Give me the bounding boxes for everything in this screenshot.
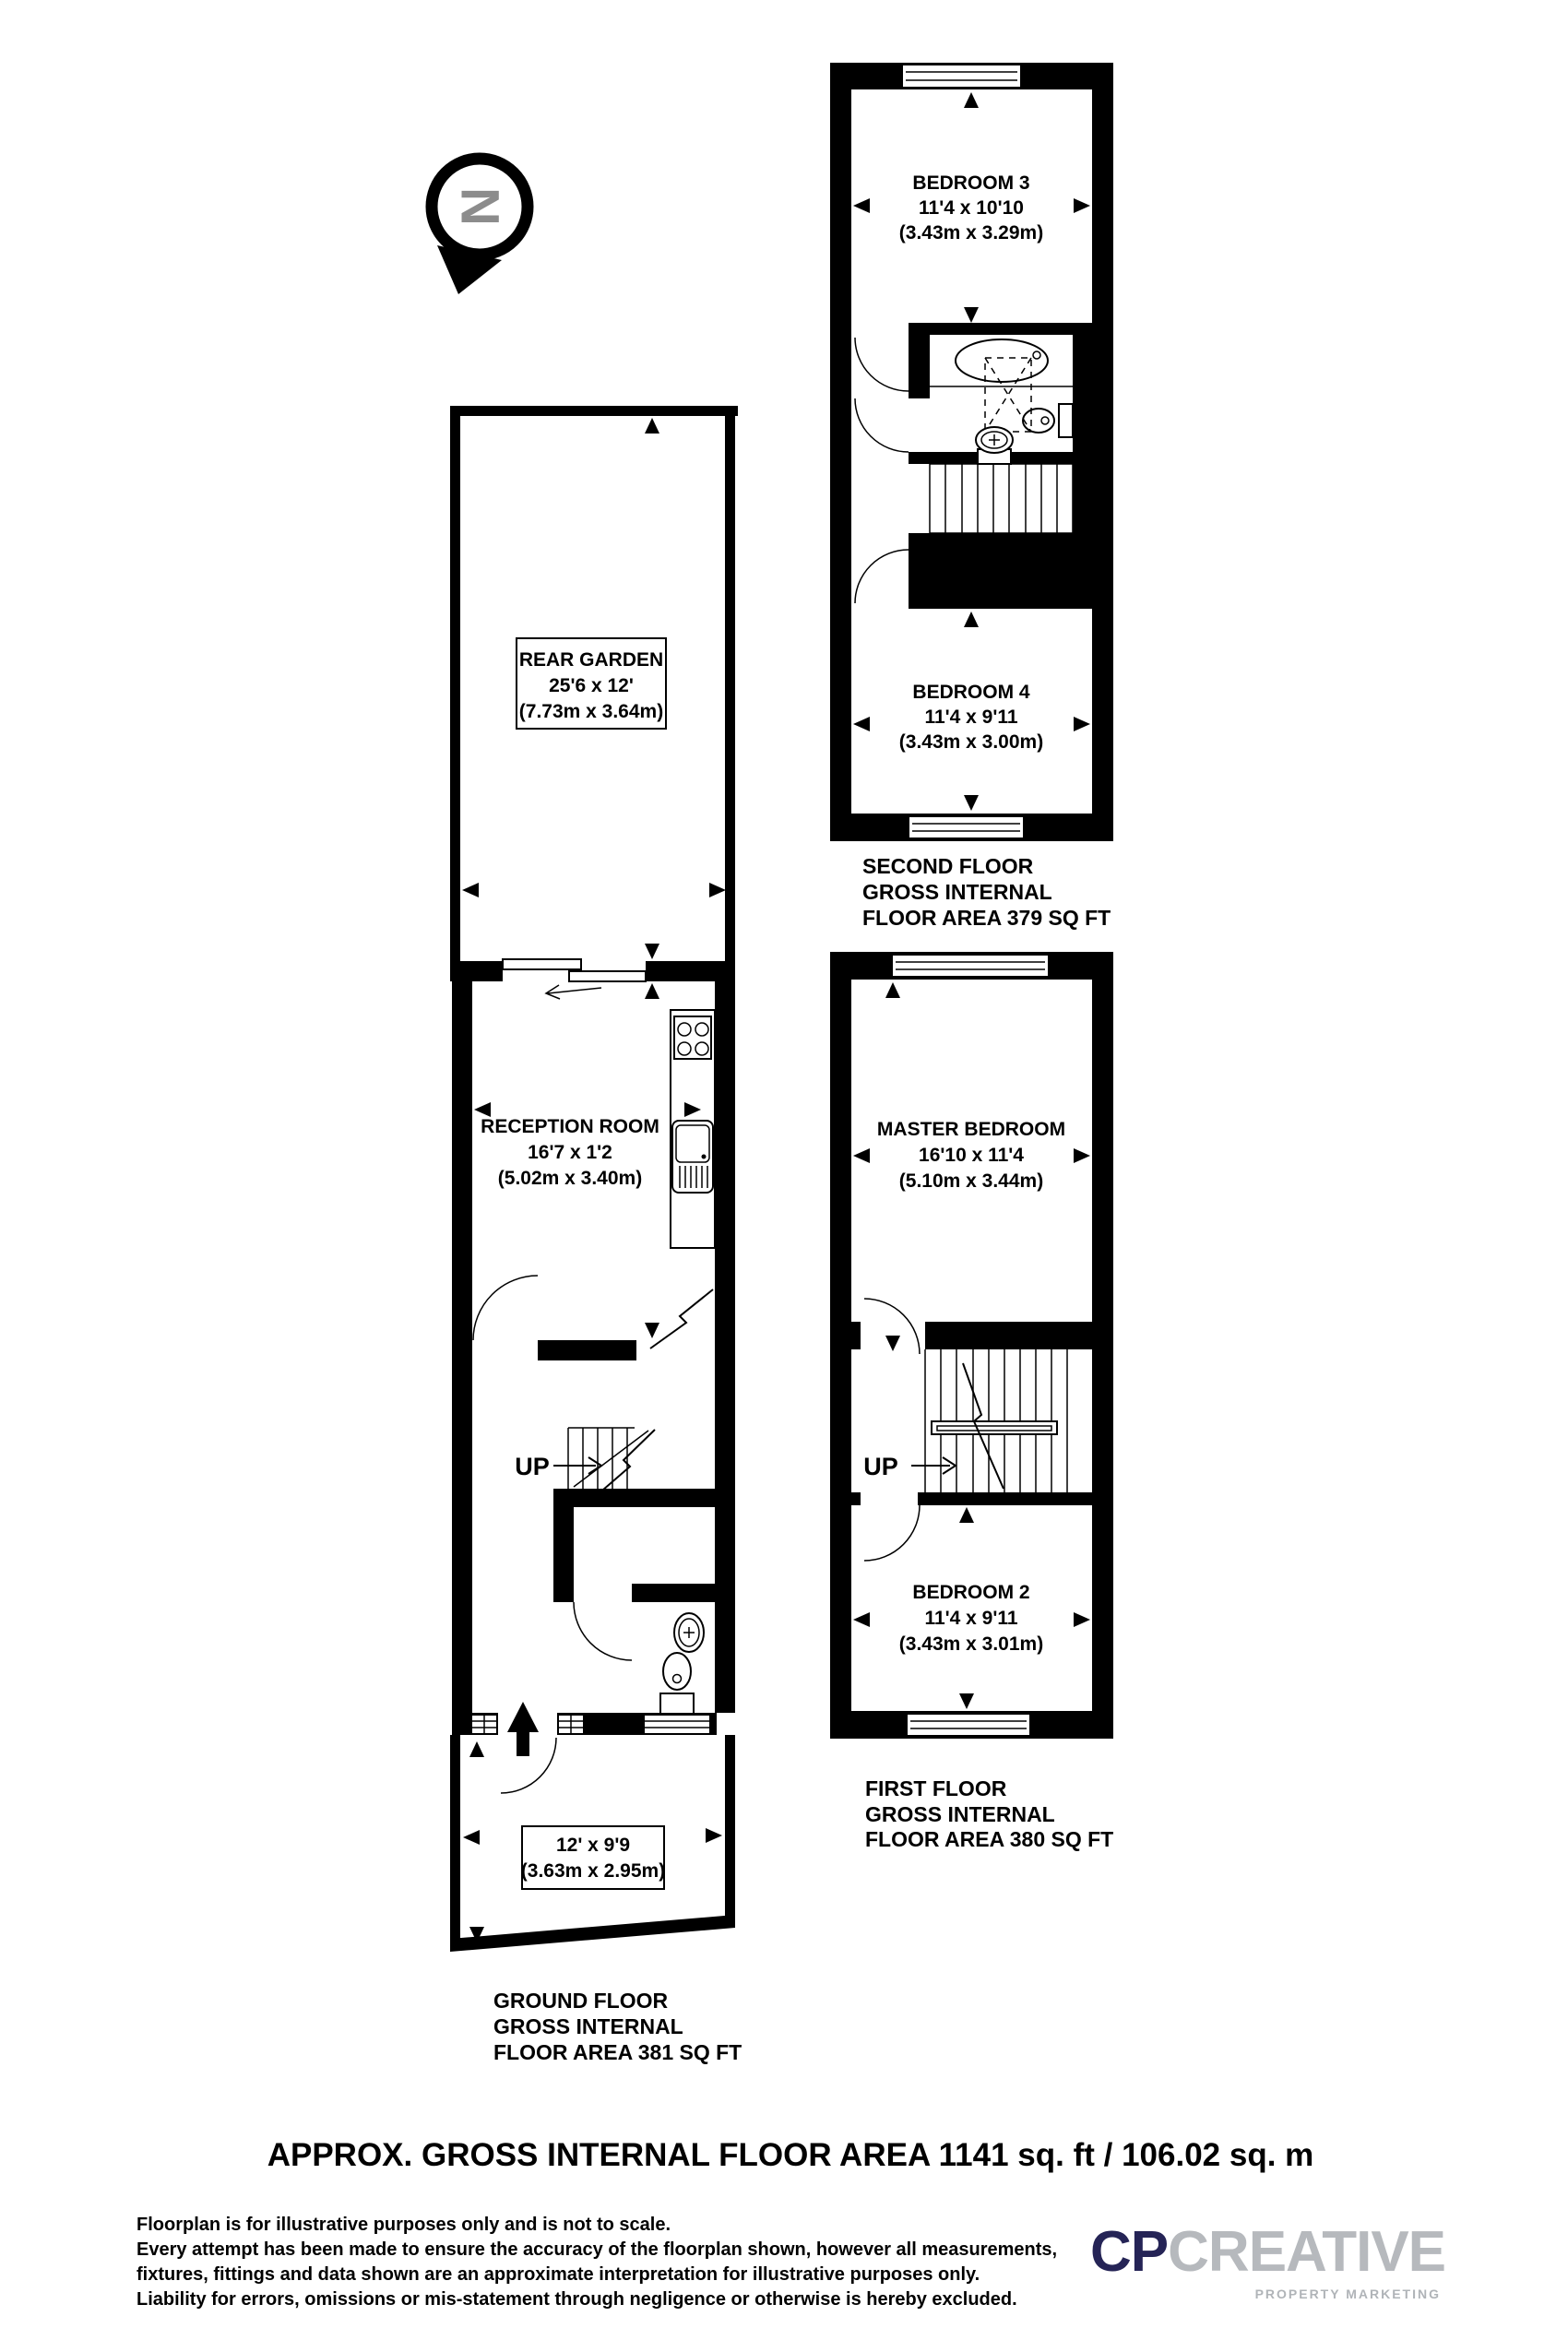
bedroom2-window xyxy=(907,1714,1030,1736)
disclaimer-line3: fixtures, fittings and data shown are an approximate interpretation for illustrative purposes only. xyxy=(137,2264,980,2285)
stairs-handrail xyxy=(932,1421,1057,1434)
reception-door-arc xyxy=(473,1276,538,1340)
ground-stairs xyxy=(515,1289,713,1496)
shower-icon xyxy=(985,358,1031,432)
ground-floor-label-line2: GROSS INTERNAL xyxy=(493,2014,683,2038)
front-window-left xyxy=(471,1715,497,1734)
second-floor-stairs xyxy=(930,464,1073,533)
front-window-right xyxy=(558,1715,584,1734)
second-floor-label-line1: SECOND FLOOR xyxy=(862,854,1034,878)
ground-floor-label-line3: FLOOR AREA 381 SQ FT xyxy=(493,2040,742,2064)
rear-garden-name: REAR GARDEN xyxy=(518,649,664,671)
logo-tagline: PROPERTY MARKETING xyxy=(1254,2287,1441,2301)
bedroom3-size-metric: (3.43m x 3.29m) xyxy=(898,222,1044,244)
bathroom-fixtures xyxy=(930,339,1073,464)
logo-cp: CP xyxy=(1090,2220,1169,2284)
bedroom3-size-imperial: 11'4 x 10'10 xyxy=(919,197,1024,219)
bedroom4-size-imperial: 11'4 x 9'11 xyxy=(924,707,1018,728)
bedroom4-door-arc xyxy=(855,550,909,603)
master-bedroom-label xyxy=(877,1119,1065,1192)
bedroom4-size-metric: (3.43m x 3.00m) xyxy=(898,731,1044,753)
rear-garden-label xyxy=(517,638,666,729)
total-area-summary: APPROX. GROSS INTERNAL FLOOR AREA 1141 sq. ft / 106.02 sq. m xyxy=(267,2137,1314,2173)
first-floor-label-line1: FIRST FLOOR xyxy=(865,1776,1007,1800)
reception-size-imperial: 16'7 x 1'2 xyxy=(528,1142,612,1163)
first-floor-label-line3: FLOOR AREA 380 SQ FT xyxy=(865,1827,1114,1851)
second-floor-label-line3: FLOOR AREA 379 SQ FT xyxy=(862,906,1111,930)
reception-room-label xyxy=(481,1116,659,1189)
rear-garden-size-metric: (7.73m x 3.64m) xyxy=(518,701,664,722)
disclaimer-line4: Liability for errors, omissions or mis-statement through negligence or otherwise is hereby excluded. xyxy=(137,2289,1017,2310)
master-bedroom-window xyxy=(892,955,1049,977)
second-floor-plan xyxy=(830,63,1113,930)
second-floor-label xyxy=(862,854,1111,930)
first-floor-label-line2: GROSS INTERNAL xyxy=(865,1802,1055,1826)
hall-door-arc xyxy=(574,1602,632,1660)
rear-garden-size-imperial: 25'6 x 12' xyxy=(549,675,634,696)
ground-floor-label-line1: GROUND FLOOR xyxy=(493,1989,669,2013)
first-up-label: UP xyxy=(863,1453,898,1480)
second-floor-label-line2: GROSS INTERNAL xyxy=(862,880,1052,904)
bedroom3-door-arc xyxy=(855,338,909,391)
company-logo xyxy=(1090,2220,1445,2301)
logo-creative: CREATIVE xyxy=(1168,2220,1446,2284)
ground-floor-plan xyxy=(450,406,742,2064)
bedroom3-name: BEDROOM 3 xyxy=(912,172,1030,194)
bedroom2-size-metric: (3.43m x 3.01m) xyxy=(898,1633,1044,1655)
master-bedroom-name: MASTER BEDROOM xyxy=(876,1119,1066,1140)
bedroom4-name: BEDROOM 4 xyxy=(912,682,1030,703)
bathroom-door-arc xyxy=(855,398,909,452)
master-bedroom-size-metric: (5.10m x 3.44m) xyxy=(898,1170,1044,1192)
ground-up-label: UP xyxy=(515,1453,550,1480)
front-garden-size-metric: (3.63m x 2.95m) xyxy=(520,1860,666,1882)
wc-window xyxy=(644,1715,710,1734)
bathtub-icon xyxy=(930,339,1073,386)
first-floor-stairs xyxy=(863,1349,1067,1492)
bedroom2-door-arc xyxy=(864,1505,920,1561)
bedroom4-window xyxy=(909,816,1024,838)
front-garden-label xyxy=(521,1826,665,1889)
bedroom2-size-imperial: 11'4 x 9'11 xyxy=(924,1608,1018,1629)
wc-toilet-icon xyxy=(660,1653,694,1714)
logo-text xyxy=(1090,2220,1445,2284)
bedroom3-window xyxy=(902,65,1021,88)
disclaimer-line2: Every attempt has been made to ensure the accuracy of the floorplan shown, however all measurements, xyxy=(137,2239,1058,2260)
front-garden-size-imperial: 12' x 9'9 xyxy=(555,1835,631,1856)
compass-north-label: N xyxy=(449,187,510,226)
ground-floor-label xyxy=(493,1989,742,2064)
first-floor-plan xyxy=(830,952,1113,1851)
disclaimer-line1: Floorplan is for illustrative purposes only and is not to scale. xyxy=(137,2215,671,2235)
bedroom2-label xyxy=(899,1582,1043,1655)
reception-name: RECEPTION ROOM xyxy=(481,1116,659,1137)
basin-icon xyxy=(976,427,1013,464)
reception-size-metric: (5.02m x 3.40m) xyxy=(497,1168,643,1189)
bedroom4-label xyxy=(899,682,1043,753)
patio-door xyxy=(450,959,735,999)
bedroom2-name: BEDROOM 2 xyxy=(912,1582,1030,1603)
kitchen-counter xyxy=(671,1010,715,1248)
bedroom3-label xyxy=(899,172,1043,244)
wc-basin-icon xyxy=(674,1613,704,1652)
master-bedroom-size-imperial: 16'10 x 11'4 xyxy=(919,1145,1024,1166)
compass xyxy=(432,159,528,294)
disclaimer xyxy=(137,2215,1057,2310)
first-floor-label xyxy=(865,1776,1113,1851)
